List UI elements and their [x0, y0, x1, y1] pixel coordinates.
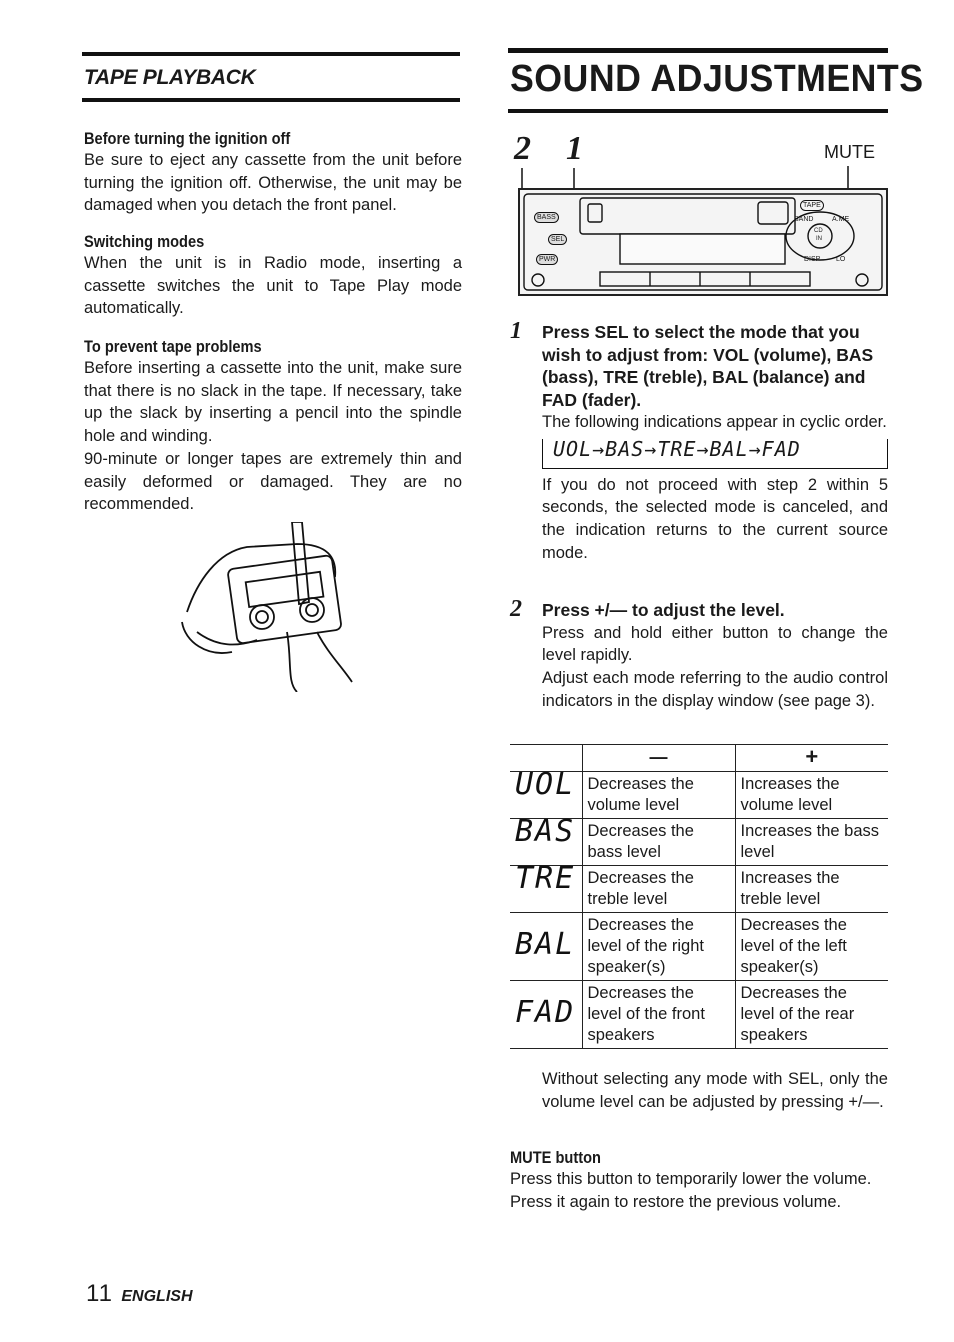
- code-vol: UOL: [515, 767, 576, 802]
- table-row: [510, 866, 888, 913]
- figure-label-1: 1: [566, 130, 583, 167]
- cell-plus-fad: Decreases the level of the rear speakers: [735, 981, 888, 1049]
- band-button[interactable]: BAND: [794, 216, 814, 223]
- text-switching: When the unit is in Radio mode, inserting a cassette switches the unit to Tape Play mode automatically.: [84, 254, 462, 318]
- indication-cycle: [542, 436, 888, 469]
- text-long-tapes: 90-minute or longer tapes are extremely thin and easily deformed or damaged. They are no recommended.: [84, 449, 462, 514]
- cycle-sequence: UOL→BAS→TRE→BAL→FAD: [553, 436, 801, 461]
- left-column: [82, 52, 462, 514]
- sel-button[interactable]: SEL: [548, 234, 567, 245]
- code-fad: FAD: [515, 994, 576, 1030]
- step1-instruction: Press SEL to select the mode that you wish to adjust from: VOL (volume), BAS (bass), TRE (treble), BAL (balance) and FAD (fader).: [542, 322, 874, 410]
- step2-body2: Adjust each mode referring to the audio control indicators in the display window (see page 3).: [542, 668, 888, 710]
- section-title: TAPE PLAYBACK: [84, 66, 256, 89]
- disp-button[interactable]: DISP: [804, 256, 821, 263]
- ame-button[interactable]: A.ME: [832, 216, 850, 223]
- cd-button[interactable]: CD: [814, 228, 823, 234]
- figure-label-2: 2: [514, 130, 531, 167]
- page-number: 11: [86, 1280, 113, 1307]
- head-unit-front-panel: [518, 188, 888, 296]
- page-footer: [86, 1280, 193, 1308]
- tape-button[interactable]: TAPE: [800, 200, 824, 211]
- bass-button[interactable]: BASS: [534, 212, 559, 223]
- code-bal: BAL: [515, 926, 576, 962]
- pwr-button[interactable]: PWR: [536, 254, 558, 265]
- sound-adjustments-header: [508, 48, 924, 113]
- cell-minus-bas: Decreases the bass level: [582, 819, 735, 866]
- text-tape-problems: Before inserting a cassette into the unit, make sure that there is no slack in the tape. If necessary, take up the slack by inserting a pencil into the spindle hole and winding.: [84, 359, 462, 446]
- language-label: ENGLISH: [121, 1288, 193, 1305]
- cell-minus-tre: Decreases the treble level: [582, 866, 735, 913]
- step2-instruction: Press +/— to adjust the level.: [542, 600, 785, 620]
- cell-plus-bas: Increases the bass level: [735, 819, 888, 866]
- cell-minus-bal: Decreases the level of the right speaker(s): [582, 913, 735, 981]
- step2-number: 2: [510, 596, 522, 622]
- table-row: [510, 981, 888, 1049]
- cell-minus-fad: Decreases the level of the front speakers: [582, 981, 735, 1049]
- cell-minus-vol: Decreases the volume level: [582, 772, 735, 819]
- step1-body: The following indications appear in cyclic order.: [542, 413, 887, 431]
- table-row: [510, 913, 888, 981]
- text-ignition: Be sure to eject any cassette from the unit before turning the ignition off. Otherwise, the unit may be damaged when you detach the front panel.: [84, 151, 462, 215]
- header-minus: —: [582, 745, 735, 772]
- heading-mute: MUTE button: [510, 1148, 601, 1167]
- step1-note: If you do not proceed with step 2 within 5 seconds, the selected mode is canceled, and the indication returns to the current source mode.: [542, 475, 888, 562]
- step1-number: 1: [510, 318, 522, 344]
- text-mute: Press this button to temporarily lower the volume. Press it again to restore the previous volume.: [510, 1170, 872, 1211]
- in-button[interactable]: IN: [816, 236, 822, 242]
- table-row: [510, 819, 888, 866]
- table-row: [510, 772, 888, 819]
- cell-plus-vol: Increases the volume level: [735, 772, 888, 819]
- step2-body: Press and hold either button to change the level rapidly.: [542, 623, 888, 665]
- code-tre: TRE: [515, 861, 576, 896]
- adjustment-table: [510, 744, 888, 1049]
- mute-label: MUTE: [824, 142, 875, 162]
- heading-ignition: Before turning the ignition off: [84, 129, 291, 148]
- right-column: [508, 48, 924, 1211]
- section-title: SOUND ADJUSTMENTS: [510, 58, 924, 100]
- tape-playback-header: [82, 52, 460, 102]
- lo-button[interactable]: LO: [836, 256, 846, 263]
- heading-tape-problems: To prevent tape problems: [84, 337, 262, 356]
- code-bas: BAS: [515, 814, 576, 849]
- cassette-pencil-illustration: [177, 522, 377, 692]
- cell-plus-tre: Increases the treble level: [735, 866, 888, 913]
- header-plus: +: [735, 745, 888, 772]
- cell-plus-bal: Decreases the level of the left speaker(s): [735, 913, 888, 981]
- after-table-note: Without selecting any mode with SEL, only the volume level can be adjusted by pressing +/—.: [542, 1070, 888, 1111]
- heading-switching: Switching modes: [84, 232, 205, 251]
